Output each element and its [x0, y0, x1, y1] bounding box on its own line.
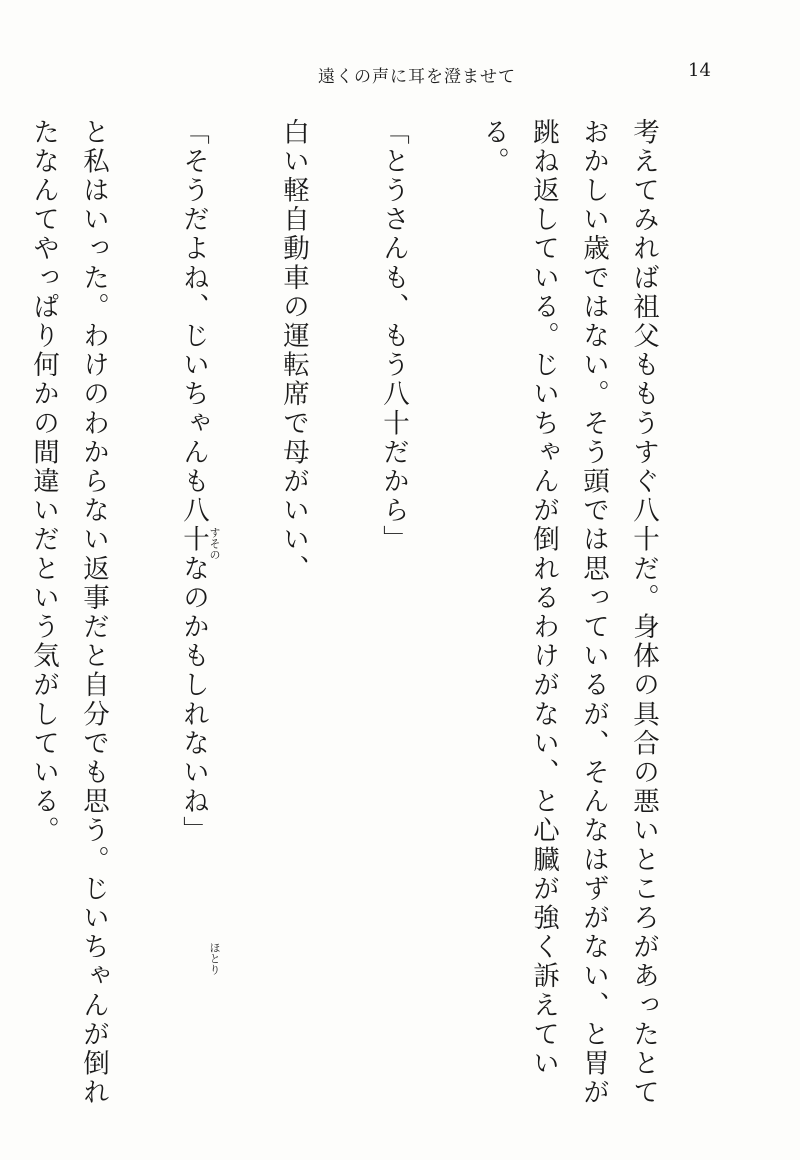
- paragraph: と私はいった。わけのわからない返事だと自分でも思う。じいちゃんが倒れたなんてやっぱり何かの間違いだという気がしている。: [28, 118, 109, 1108]
- paragraph: 「とうさんも、もう八十だから」: [378, 118, 409, 555]
- paragraph: 白い軽自動車の運転席で母がいい、: [278, 118, 309, 584]
- paragraph: 考えてみれば祖父ももうすぐ八十だ。身体の具合の悪いところがあったとておかしい歳ではない。そう頭では思っているが、そんなはずがない、と胃が跳ね返している。じいちゃんが倒れるわけがない、と心臓が強く訴えている。: [478, 118, 659, 1108]
- furigana-susono: すその: [208, 527, 221, 560]
- vertical-body-text: [28, 118, 718, 1118]
- page-number: 14: [688, 60, 711, 81]
- running-title: 遠くの声に耳を澄ませて: [318, 67, 516, 87]
- furigana-hotori: ほとり: [208, 942, 221, 975]
- paragraph: 「そうだよね、じいちゃんも八十なのかもしれないね」: [178, 118, 209, 846]
